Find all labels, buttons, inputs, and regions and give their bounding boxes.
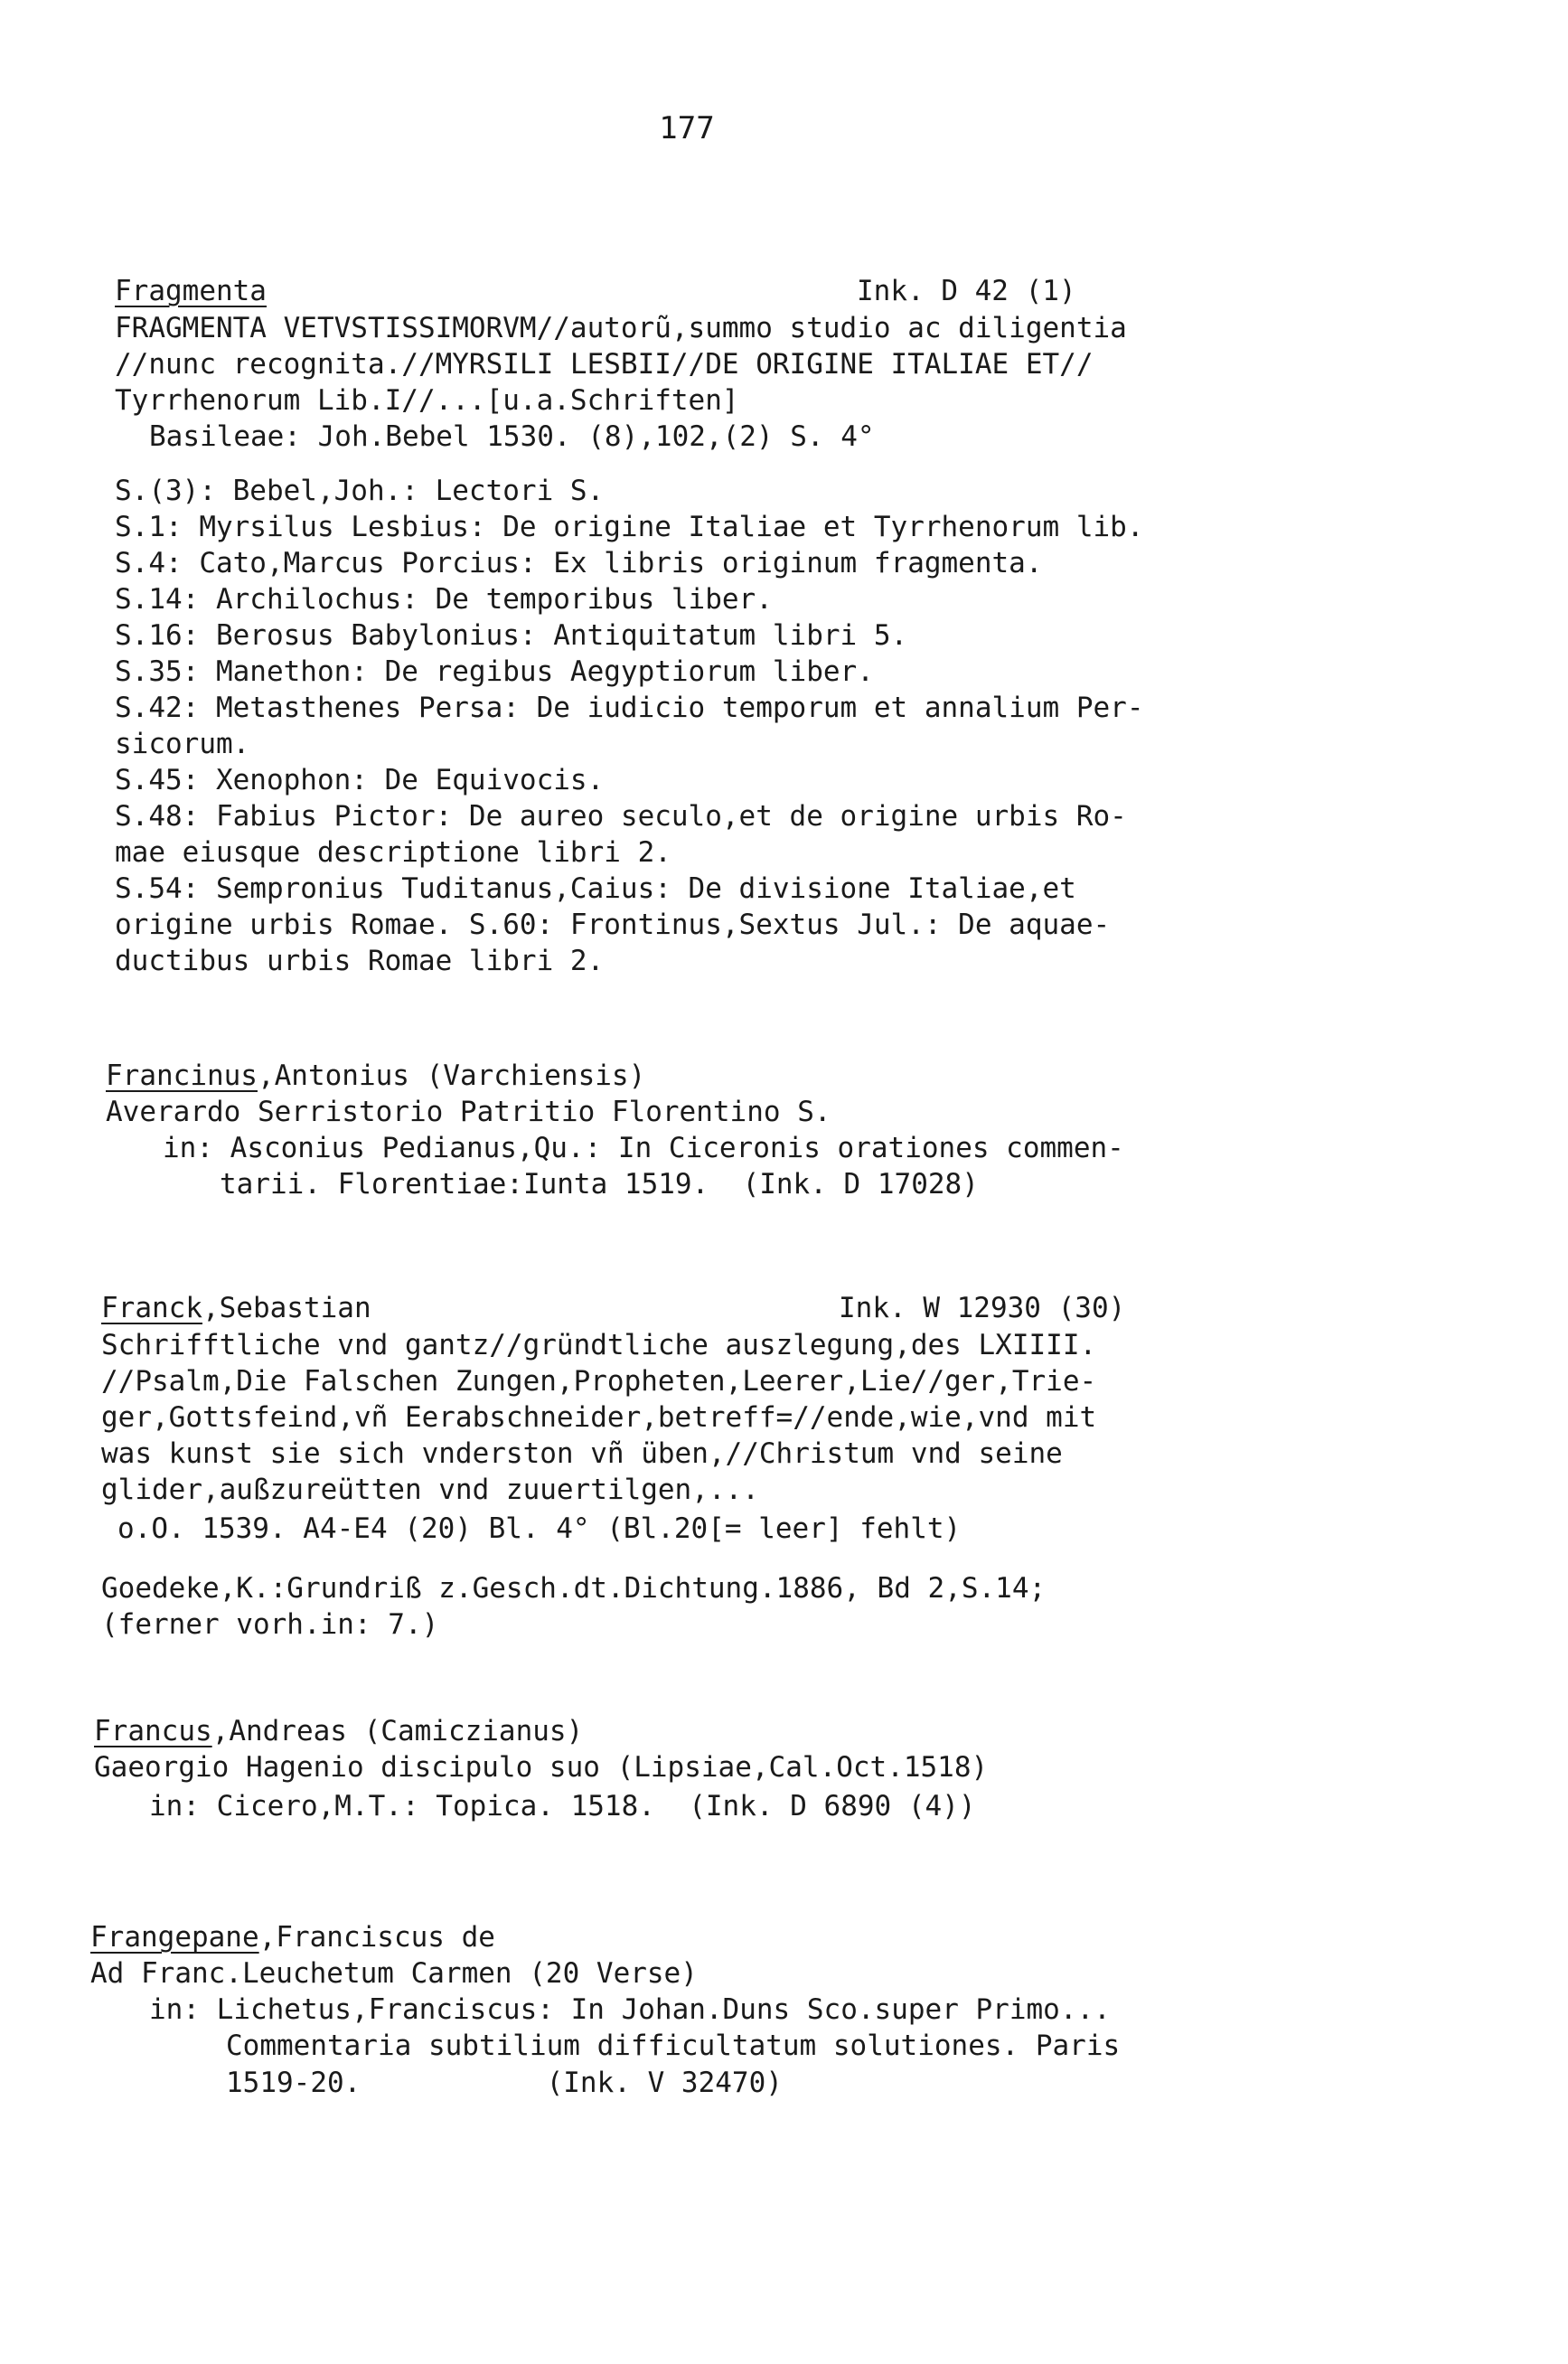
line-text: sicorum.	[115, 728, 250, 760]
entry-line	[115, 943, 604, 979]
entry-line	[101, 1472, 759, 1508]
entry-line	[101, 1570, 1046, 1606]
line-text: S.1: Myrsilus Lesbius: De origine Italiae et Tyrrhenorum lib.	[115, 511, 1144, 543]
shelf-mark: Ink. W 12930 (30)	[839, 1292, 1126, 1324]
line-text: ductibus urbis Romae libri 2.	[115, 945, 605, 977]
author-name: Fragmenta	[115, 275, 267, 307]
entry-line	[115, 473, 604, 509]
entry-line	[226, 2065, 783, 2101]
line-text: S.35: Manethon: De regibus Aegyptiorum liber.	[115, 655, 874, 688]
line-text: S.16: Berosus Babylonius: Antiquitatum libri 5.	[115, 619, 908, 652]
entry-line	[115, 346, 1094, 382]
line-text: Ad Franc.Leuchetum Carmen (20 Verse)	[90, 1957, 698, 1990]
entry-line	[115, 581, 773, 617]
line-text: ,Franciscus de	[258, 1921, 495, 1954]
line-text: in: Asconius Pedianus,Qu.: In Ciceronis orationes commen-	[163, 1132, 1124, 1164]
line-text: ,Sebastian	[202, 1292, 371, 1324]
line-text: ger,Gottsfeind,vñ Eerabschneider,betreff=//ende,wie,vnd mit	[101, 1401, 1097, 1434]
line-text: Gaeorgio Hagenio discipulo suo (Lipsiae,Cal.Oct.1518)	[94, 1751, 989, 1784]
entry-line	[115, 726, 249, 762]
entry-heading	[101, 1290, 371, 1326]
entry-line	[101, 1436, 1063, 1472]
entry-line	[117, 1511, 961, 1547]
line-text: S.48: Fabius Pictor: De aureo seculo,et de origine urbis Ro-	[115, 800, 1127, 833]
author-name: Frangepane	[90, 1921, 259, 1954]
entry-line	[115, 310, 1127, 346]
line-text: Commentaria subtilium difficultatum solutiones. Paris	[226, 2030, 1121, 2062]
entry-line	[149, 419, 875, 455]
entry-line	[101, 1606, 438, 1643]
entry-line	[115, 871, 1076, 907]
line-text: Goedeke,K.:Grundriß z.Gesch.dt.Dichtung.1886, Bd 2,S.14;	[101, 1572, 1047, 1605]
entry-line	[115, 798, 1127, 834]
entry-line	[90, 1955, 698, 1992]
entry-line	[149, 1788, 976, 1824]
entry-line	[226, 2028, 1120, 2064]
entry-heading	[94, 1713, 583, 1749]
line-text: S.(3): Bebel,Joh.: Lectori S.	[115, 475, 605, 507]
line-text: S.54: Sempronius Tuditanus,Caius: De divisione Italiae,et	[115, 872, 1076, 905]
line-text: ,Andreas (Camiczianus)	[211, 1715, 584, 1747]
entry-line	[115, 509, 1143, 545]
entry-line	[149, 1992, 1111, 2028]
line-text: FRAGMENTA VETVSTISSIMORVM//autorũ,summo studio ac diligentia	[115, 312, 1127, 344]
entry-heading	[115, 273, 267, 309]
page-number: 177	[659, 110, 715, 146]
line-text: in: Lichetus,Franciscus: In Johan.Duns Sco.super Primo...	[149, 1993, 1111, 2026]
line-text: S.14: Archilochus: De temporibus liber.	[115, 583, 773, 616]
entry-line	[115, 907, 1110, 943]
entry-line	[115, 690, 1143, 726]
line-text: o.O. 1539. A4-E4 (20) Bl. 4° (Bl.20[= leer] fehlt)	[117, 1512, 962, 1545]
line-text: Basileae: Joh.Bebel 1530. (8),102,(2) S. 4°	[149, 420, 875, 453]
line-text: Schrifftliche vnd gantz//gründtliche auszlegung,des LXIIII.	[101, 1329, 1097, 1361]
line-text: 1519-20. (Ink. V 32470)	[226, 2067, 783, 2099]
line-text: mae eiusque descriptione libri 2.	[115, 836, 671, 869]
line-text: origine urbis Romae. S.60: Frontinus,Sextus Jul.: De aquae-	[115, 909, 1111, 941]
entry-line	[115, 617, 907, 654]
entry-heading	[106, 1058, 645, 1094]
entry-line	[115, 834, 671, 871]
entry-line	[115, 382, 739, 419]
entry-line	[115, 762, 604, 798]
line-text: S.42: Metasthenes Persa: De iudicio temporum et annalium Per-	[115, 692, 1144, 724]
line-text: Averardo Serristorio Patritio Florentino S.	[106, 1096, 831, 1128]
line-text: in: Cicero,M.T.: Topica. 1518. (Ink. D 6890 (4))	[149, 1790, 976, 1822]
entry-line	[101, 1327, 1096, 1363]
line-text: S.4: Cato,Marcus Porcius: Ex libris originum fragmenta.	[115, 547, 1043, 579]
entry-heading	[90, 1919, 495, 1955]
line-text: //Psalm,Die Falschen Zungen,Propheten,Leerer,Lie//ger,Trie-	[101, 1365, 1097, 1398]
entry-line	[106, 1094, 831, 1130]
entry-line	[220, 1166, 979, 1202]
line-text: //nunc recognita.//MYRSILI LESBII//DE ORIGINE ITALIAE ET//	[115, 348, 1094, 381]
author-name: Francus	[94, 1715, 212, 1747]
entry-line	[115, 654, 874, 690]
author-name: Franck	[101, 1292, 202, 1324]
line-text: tarii. Florentiae:Iunta 1519. (Ink. D 17028)	[220, 1168, 979, 1201]
entry-line	[101, 1399, 1096, 1436]
entry-line	[101, 1363, 1096, 1399]
line-text: (ferner vorh.in: 7.)	[101, 1608, 439, 1641]
entry-line	[94, 1749, 988, 1785]
line-text: glider,außzureütten vnd zuuertilgen,...	[101, 1474, 759, 1506]
line-text: ,Antonius (Varchiensis)	[257, 1060, 646, 1092]
author-name: Francinus	[106, 1060, 258, 1092]
shelf-mark: Ink. D 42 (1)	[857, 275, 1076, 307]
line-text: S.45: Xenophon: De Equivocis.	[115, 764, 605, 796]
line-text: was kunst sie sich vnderston vñ üben,//Christum vnd seine	[101, 1437, 1063, 1470]
entry-line	[163, 1130, 1124, 1166]
entry-line	[115, 545, 1043, 581]
line-text: Tyrrhenorum Lib.I//...[u.a.Schriften]	[115, 384, 739, 417]
